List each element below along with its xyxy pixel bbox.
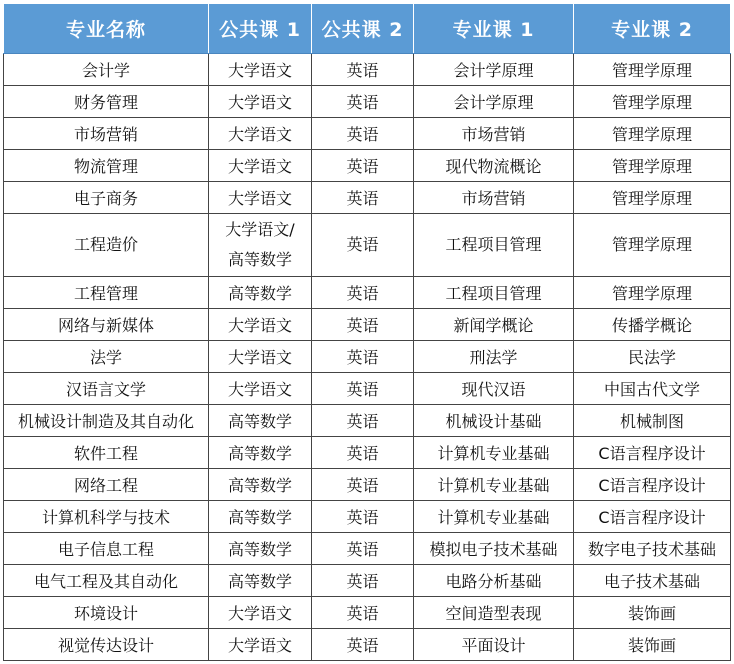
course-table (3, 3, 731, 661)
cell-major-name: 法学 (4, 341, 209, 373)
header-public-course-2: 公共课 2 (312, 4, 414, 54)
table-row (4, 341, 731, 373)
table-row (4, 54, 731, 86)
cell-public-course-2: 英语 (312, 150, 414, 182)
cell-major-course-1: 会计学原理 (414, 54, 574, 86)
cell-public-course-1: 大学语文 (209, 86, 312, 118)
cell-public-course-1: 大学语文 (209, 629, 312, 661)
cell-major-course-2: 管理学原理 (574, 182, 731, 214)
table-row (4, 501, 731, 533)
cell-major-course-1: 工程项目管理 (414, 214, 574, 277)
cell-public-course-1: 大学语文 (209, 309, 312, 341)
cell-public-course-1: 大学语文 (209, 182, 312, 214)
cell-major-name: 视觉传达设计 (4, 629, 209, 661)
cell-public-course-2: 英语 (312, 533, 414, 565)
cell-public-course-1: 高等数学 (209, 405, 312, 437)
cell-major-name: 网络与新媒体 (4, 309, 209, 341)
cell-major-course-2: 传播学概论 (574, 309, 731, 341)
cell-major-name: 财务管理 (4, 86, 209, 118)
cell-major-course-2: 电子技术基础 (574, 565, 731, 597)
cell-public-course-2: 英语 (312, 54, 414, 86)
cell-major-course-2: 管理学原理 (574, 54, 731, 86)
table-row (4, 309, 731, 341)
table-row (4, 405, 731, 437)
cell-major-course-2: 管理学原理 (574, 277, 731, 309)
cell-major-course-1: 电路分析基础 (414, 565, 574, 597)
table-row (4, 469, 731, 501)
cell-major-course-1: 新闻学概论 (414, 309, 574, 341)
cell-public-course-1: 高等数学 (209, 565, 312, 597)
cell-public-course-2: 英语 (312, 309, 414, 341)
cell-major-course-2: C语言程序设计 (574, 469, 731, 501)
cell-major-name: 电气工程及其自动化 (4, 565, 209, 597)
table-row (4, 629, 731, 661)
cell-major-name: 会计学 (4, 54, 209, 86)
cell-public-course-2: 英语 (312, 182, 414, 214)
cell-major-course-1: 刑法学 (414, 341, 574, 373)
table-row (4, 86, 731, 118)
cell-major-name: 汉语言文学 (4, 373, 209, 405)
header-row (4, 4, 731, 54)
cell-public-course-2: 英语 (312, 86, 414, 118)
cell-public-course-2: 英语 (312, 373, 414, 405)
cell-public-course-2: 英语 (312, 565, 414, 597)
table-row (4, 214, 731, 277)
cell-major-course-2: 中国古代文学 (574, 373, 731, 405)
cell-major-course-1: 现代汉语 (414, 373, 574, 405)
cell-major-course-2: 民法学 (574, 341, 731, 373)
cell-public-course-2: 英语 (312, 469, 414, 501)
table-row (4, 277, 731, 309)
cell-major-name: 工程造价 (4, 214, 209, 277)
cell-major-name: 环境设计 (4, 597, 209, 629)
cell-major-course-1: 计算机专业基础 (414, 469, 574, 501)
cell-major-course-1: 会计学原理 (414, 86, 574, 118)
cell-public-course-2: 英语 (312, 118, 414, 150)
cell-public-course-1: 高等数学 (209, 437, 312, 469)
header-major-course-2: 专业课 2 (574, 4, 731, 54)
cell-major-course-2: C语言程序设计 (574, 437, 731, 469)
header-public-course-1: 公共课 1 (209, 4, 312, 54)
cell-public-course-2: 英语 (312, 629, 414, 661)
cell-public-course-1: 高等数学 (209, 501, 312, 533)
cell-public-course-1: 大学语文 (209, 54, 312, 86)
cell-major-name: 物流管理 (4, 150, 209, 182)
table-row (4, 373, 731, 405)
table-row (4, 437, 731, 469)
cell-major-course-1: 市场营销 (414, 182, 574, 214)
cell-major-course-1: 市场营销 (414, 118, 574, 150)
cell-major-course-2: 装饰画 (574, 597, 731, 629)
cell-public-course-2: 英语 (312, 277, 414, 309)
cell-public-course-1: 大学语文 (209, 341, 312, 373)
cell-major-course-1: 空间造型表现 (414, 597, 574, 629)
cell-major-name: 电子商务 (4, 182, 209, 214)
cell-public-course-2: 英语 (312, 501, 414, 533)
cell-major-course-2: 管理学原理 (574, 118, 731, 150)
header-major: 专业名称 (4, 4, 209, 54)
cell-public-course-1: 大学语文 (209, 597, 312, 629)
cell-major-name: 工程管理 (4, 277, 209, 309)
cell-major-course-1: 现代物流概论 (414, 150, 574, 182)
cell-public-course-1: 高等数学 (209, 533, 312, 565)
cell-public-course-1: 大学语文 (209, 150, 312, 182)
cell-major-course-1: 工程项目管理 (414, 277, 574, 309)
cell-major-course-2: C语言程序设计 (574, 501, 731, 533)
cell-major-course-2: 装饰画 (574, 629, 731, 661)
cell-public-course-1: 大学语文 (209, 373, 312, 405)
table-row (4, 533, 731, 565)
cell-public-course-1 (209, 214, 312, 277)
table-row (4, 597, 731, 629)
cell-major-course-2: 管理学原理 (574, 214, 731, 277)
cell-major-name: 网络工程 (4, 469, 209, 501)
cell-major-course-1: 平面设计 (414, 629, 574, 661)
table-row (4, 150, 731, 182)
cell-public-course-2: 英语 (312, 437, 414, 469)
cell-major-name: 电子信息工程 (4, 533, 209, 565)
cell-line: 高等数学 (227, 250, 292, 269)
table-row (4, 118, 731, 150)
cell-major-course-2: 数字电子技术基础 (574, 533, 731, 565)
cell-major-course-1: 模拟电子技术基础 (414, 533, 574, 565)
table-body (4, 54, 731, 661)
cell-public-course-2: 英语 (312, 597, 414, 629)
cell-public-course-1: 大学语文 (209, 118, 312, 150)
table-row (4, 565, 731, 597)
cell-major-name: 计算机科学与技术 (4, 501, 209, 533)
cell-public-course-2: 英语 (312, 341, 414, 373)
cell-major-name: 机械设计制造及其自动化 (4, 405, 209, 437)
table-header (4, 4, 731, 54)
cell-major-course-2: 管理学原理 (574, 150, 731, 182)
cell-major-course-1: 计算机专业基础 (414, 501, 574, 533)
header-major-course-1: 专业课 1 (414, 4, 574, 54)
cell-major-name: 软件工程 (4, 437, 209, 469)
cell-line: 大学语文/ (225, 220, 295, 239)
cell-major-course-1: 计算机专业基础 (414, 437, 574, 469)
cell-major-name: 市场营销 (4, 118, 209, 150)
cell-major-course-2: 管理学原理 (574, 86, 731, 118)
cell-public-course-1: 高等数学 (209, 469, 312, 501)
cell-major-course-2: 机械制图 (574, 405, 731, 437)
cell-major-course-1: 机械设计基础 (414, 405, 574, 437)
cell-public-course-2: 英语 (312, 405, 414, 437)
cell-public-course-1: 高等数学 (209, 277, 312, 309)
cell-public-course-2: 英语 (312, 214, 414, 277)
table-row (4, 182, 731, 214)
